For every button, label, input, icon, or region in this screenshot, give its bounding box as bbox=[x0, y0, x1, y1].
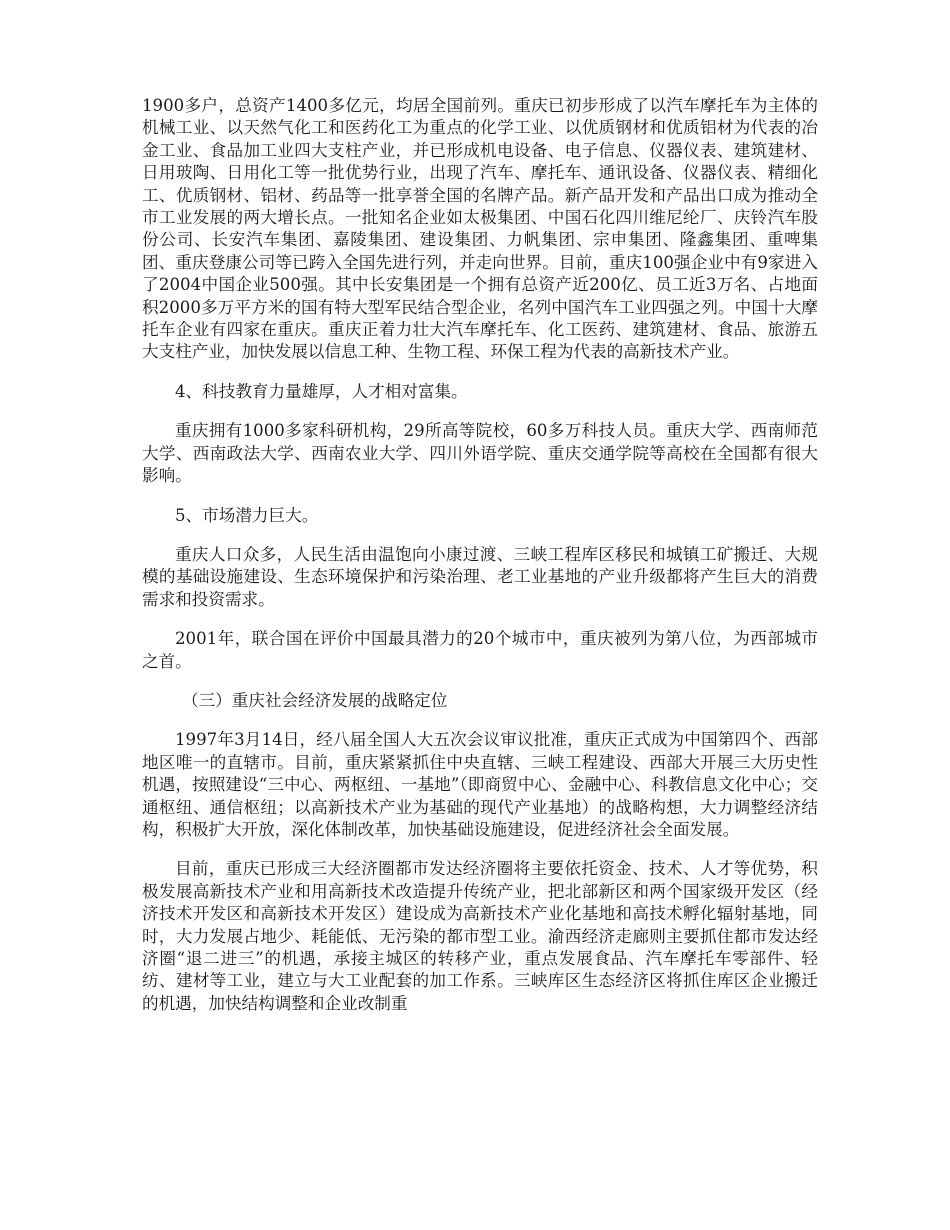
section-title-strategic-positioning: （三）重庆社会经济发展的战略定位 bbox=[182, 690, 448, 710]
document-page bbox=[142, 95, 818, 1032]
heading-science-education: 4、科技教育力量雄厚，人才相对富集。 bbox=[175, 381, 468, 401]
paragraph-un-ranking: 2001年，联合国在评价中国最具潜力的20个城市中，重庆被列为第八位，为西部城市之首。 bbox=[142, 629, 818, 671]
paragraph-industry: 1900多户，总资产1400多亿元，均居全国前列。重庆已初步形成了以汽车摩托车为主体的机械工业、以天然气化工和医药化工为重点的化学工业、以优质钢材和优质铝材为代表的冶金工业、食品加工业四大支柱产业，并已形成机电设备、电子信息、仪器仪表、建筑建材、日用玻陶、日用化工等一批优势行业，出现了汽车、摩托车、通讯设备、仪器仪表、精细化工、优质钢材、铝材、药品等一批享誉全国的名牌产品。新产品开发和产品出口成为推动全市工业发展的两大增长点。一批知名企业如太极集团、中国石化四川维尼纶厂、庆铃汽车股份公司、长安汽车集团、嘉陵集团、建设集团、力帆集团、宗申集团、隆鑫集团、重啤集团、重庆登康公司等已跨入全国先进行列，并走向世界。目前，重庆100强企业中有9家进入了2004中国企业500强。其中长安集团是一个拥有总资产近200亿、员工近3万名、占地面积2000多万平方米的国有特大型军民结合型企业，名列中国汽车工业四强之列。中国十大摩托车企业有四家在重庆。重庆正着力壮大汽车摩托车、化工医药、建筑建材、食品、旅游五大支柱产业，加快发展以信息工种、生物工程、环保工程为代表的高新技术产业。 bbox=[142, 96, 818, 362]
paragraph-research-institutions: 重庆拥有1000多家科研机构，29所高等院校，60多万科技人员。重庆大学、西南师范大学、西南政法大学、西南农业大学、四川外语学院、重庆交通学院等高校在全国都有很大影响。 bbox=[142, 421, 818, 486]
heading-market-potential: 5、市场潜力巨大。 bbox=[175, 505, 319, 525]
paragraph-economic-circles: 目前，重庆已形成三大经济圈都市发达经济圈将主要依托资金、技术、人才等优势，积极发展高新技术产业和用高新技术改造提升传统产业，把北部新区和两个国家级开发区（经济技术开发区和高新技术开发区）建设成为高新技术产业化基地和高技术孵化辐射基地，同时，大力发展占地少、耗能低、无污染的都市型工业。渝西经济走廊则主要抓住都市发达经济圈“退二进三”的机遇，承接主城区的转移产业，重点发展食品、汽车摩托车零部件、轻纺、建材等工业，建立与大工业配套的加工作系。三峡库区生态经济区将抓住库区企业搬迁的机遇，加快结构调整和企业改制重 bbox=[142, 859, 818, 1013]
paragraph-municipality: 1997年3月14日，经八届全国人大五次会议审议批准，重庆正式成为中国第四个、西部地区唯一的直辖市。目前，重庆紧紧抓住中央直辖、三峡工程建设、西部大开展三大历史性机遇，按照建设“三中心、两枢纽、一基地”（即商贸中心、金融中心、科教信息文化中心；交通枢纽、通信枢纽；以高新技术产业为基础的现代产业基地）的战略构想，大力调整经济结构，积极扩大开放，深化体制改革，加快基础设施建设，促进经济社会全面发展。 bbox=[142, 730, 818, 839]
paragraph-population-demand: 重庆人口众多，人民生活由温饱向小康过渡、三峡工程库区移民和城镇工矿搬迁、大规模的基础设施建设、生态环境保护和污染治理、老工业基地的产业升级都将产生巨大的消费需求和投资需求。 bbox=[142, 544, 818, 609]
